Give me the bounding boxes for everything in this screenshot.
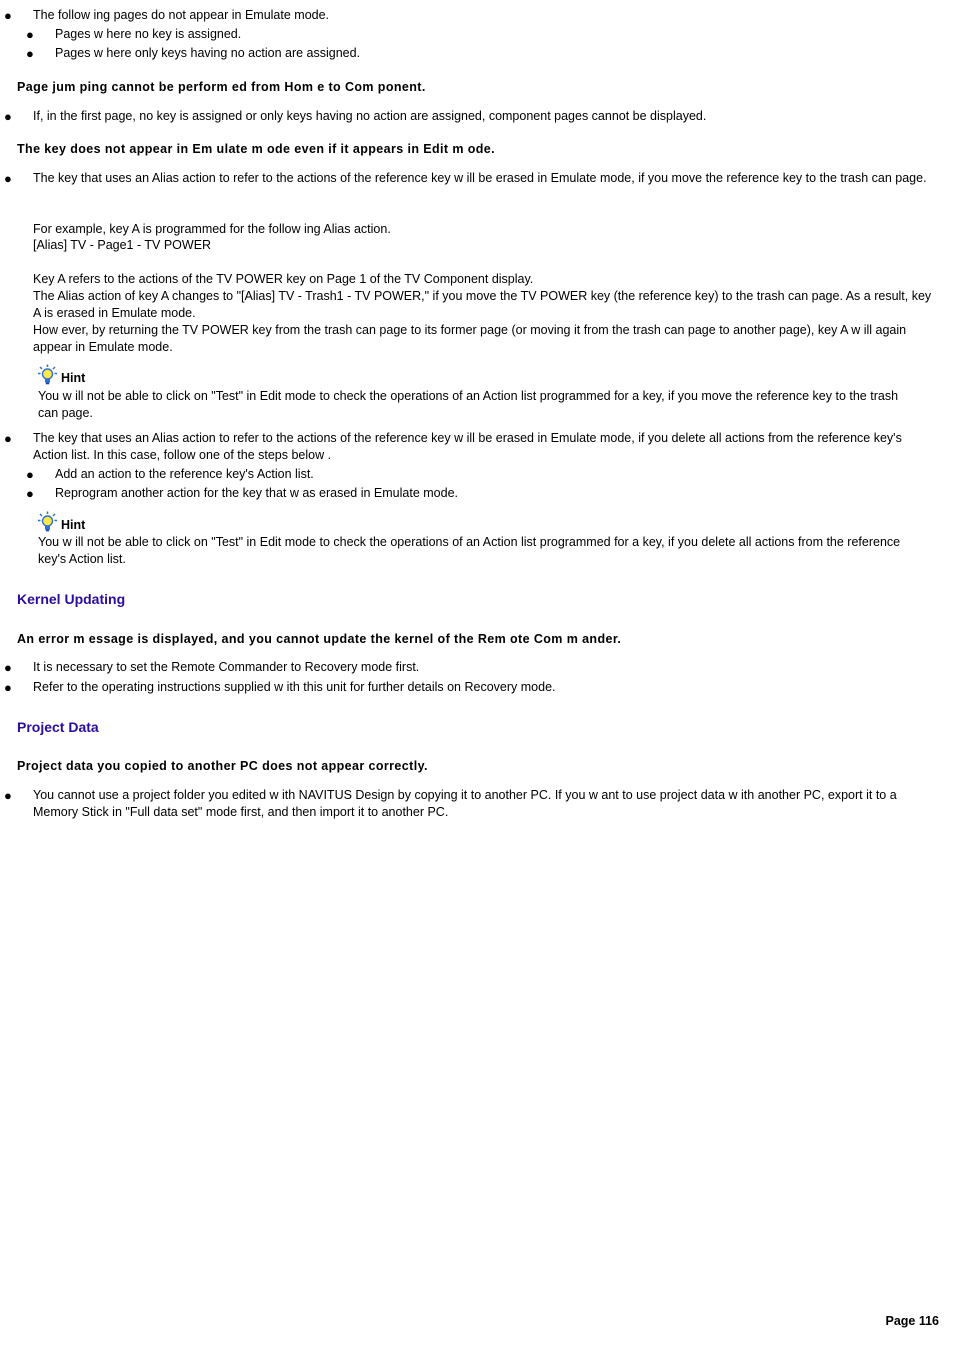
hint-heading [38, 363, 85, 385]
list-item-text: Refer to the operating instructions supplied w ith this unit for further details on Recovery mode. [33, 680, 556, 694]
question-heading: An error m essage is displayed, and you cannot update the kernel of the Rem ote Com m ander. [17, 632, 622, 646]
bullet-icon: ● [4, 788, 12, 803]
sub-list-item-text: Reprogram another action for the key that w as erased in Emulate mode. [55, 486, 458, 500]
bullet-icon: ● [26, 46, 34, 61]
example-line: Key A refers to the actions of the TV POWER key on Page 1 of the TV Component display. [33, 272, 534, 286]
page-number: Page 116 [885, 1314, 939, 1328]
hint-heading [38, 510, 85, 532]
example-line: For example, key A is programmed for the follow ing Alias action. [33, 222, 391, 236]
list-item-text: You cannot use a project folder you edited w ith NAVITUS Design by copying it to another PC. If you w ant to use project data w ith another PC, export it to a Memory Stick in "Full data set" mode first, and then import it to another PC. [33, 788, 897, 819]
lightbulb-icon [38, 511, 57, 532]
section-heading-project: Project Data [17, 719, 99, 735]
list-item-text: The key that uses an Alias action to refer to the actions of the reference key w ill be erased in Emulate mode, if you move the reference key to the trash can page. [33, 171, 927, 185]
bullet-icon: ● [4, 8, 12, 23]
example-line: How ever, by returning the TV POWER key from the trash can page to its former page (or moving it from the trash can page to another page), key A w ill again appear in Emulate mode. [33, 323, 907, 354]
example-line: The Alias action of key A changes to "[Alias] TV - Trash1 - TV POWER," if you move the TV POWER key (the reference key) to the trash can page. As a result, key A is erased in Emulate mode. [33, 289, 932, 320]
hint-label: Hint [61, 518, 86, 532]
bullet-icon: ● [4, 660, 12, 675]
lightbulb-icon [38, 364, 57, 385]
bullet-icon: ● [4, 171, 12, 186]
question-heading: Project data you copied to another PC does not appear correctly. [17, 759, 428, 773]
sub-list-item-text: Add an action to the reference key's Action list. [55, 467, 314, 481]
example-line: [Alias] TV - Page1 - TV POWER [33, 238, 212, 252]
bullet-icon: ● [4, 109, 12, 124]
bullet-icon: ● [26, 486, 34, 501]
question-heading: Page jum ping cannot be perform ed from Hom e to Com ponent. [17, 80, 426, 94]
hint-text: You w ill not be able to click on "Test" in Edit mode to check the operations of an Action list programmed for a key, if you move the reference key to the trash can page. [38, 389, 899, 420]
sub-list-item-text: Pages w here only keys having no action are assigned. [55, 46, 361, 60]
hint-label: Hint [61, 371, 86, 385]
list-item-text: It is necessary to set the Remote Commander to Recovery mode first. [33, 660, 420, 674]
hint-text: You w ill not be able to click on "Test" in Edit mode to check the operations of an Action list programmed for a key, if you delete all actions from the reference key's Action list. [38, 535, 901, 566]
question-heading: The key does not appear in Em ulate m ode even if it appears in Edit m ode. [17, 142, 496, 156]
list-item-text: If, in the first page, no key is assigned or only keys having no action are assigned, component pages cannot be displayed. [33, 109, 707, 123]
section-heading-kernel: Kernel Updating [17, 591, 126, 607]
sub-list-item-text: Pages w here no key is assigned. [55, 27, 242, 41]
bullet-icon: ● [4, 680, 12, 695]
bullet-icon: ● [26, 27, 34, 42]
bullet-icon: ● [26, 467, 34, 482]
list-item-text: The key that uses an Alias action to refer to the actions of the reference key w ill be erased in Emulate mode, if you delete all actions from the reference key's Action list. In this case, follow one of the steps below . [33, 431, 902, 462]
list-item-text: The follow ing pages do not appear in Emulate mode. [33, 8, 330, 22]
bullet-icon: ● [4, 431, 12, 446]
